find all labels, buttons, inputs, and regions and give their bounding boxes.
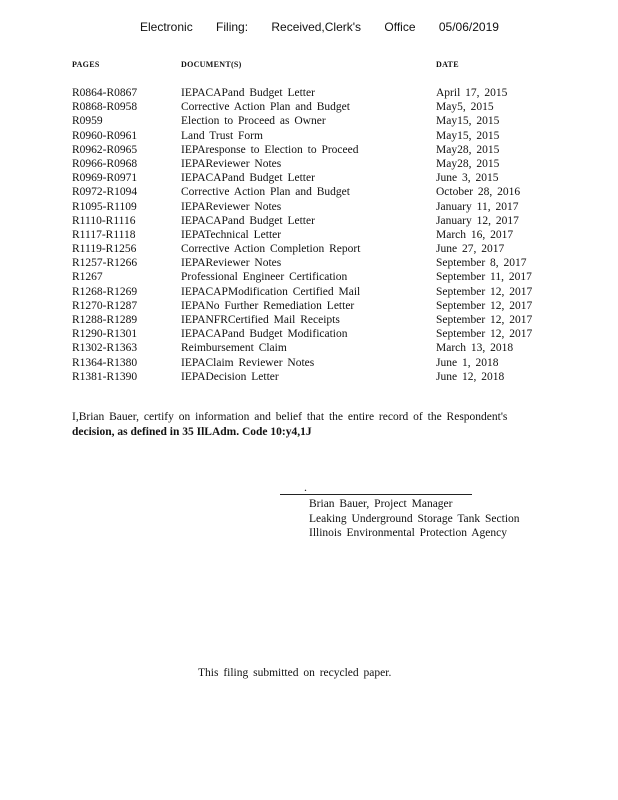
- row-document: IEPAClaim Reviewer Notes: [181, 356, 315, 369]
- table-row: [0, 228, 618, 242]
- signer-section: Leaking Underground Storage Tank Section: [309, 512, 520, 525]
- table-row: [0, 129, 618, 143]
- row-pages: R0969-R0971: [72, 172, 138, 185]
- filing-office: Office: [384, 20, 416, 34]
- row-date: May15, 2015: [436, 129, 500, 142]
- row-date: March 16, 2017: [436, 228, 514, 241]
- row-pages: R1117-R1118: [72, 228, 136, 241]
- row-date: September 12, 2017: [436, 285, 533, 298]
- table-row: [0, 256, 618, 270]
- signer-block: [309, 497, 520, 541]
- row-pages: R1288-R1289: [72, 314, 138, 326]
- table-row: [0, 285, 618, 299]
- filing-word-1: Electronic: [140, 20, 193, 34]
- row-date: April 17, 2015: [436, 87, 508, 99]
- row-pages: R0868-R0958: [72, 101, 138, 114]
- table-row: [0, 242, 618, 256]
- row-date: May28, 2015: [436, 143, 500, 156]
- row-date: September 8, 2017: [436, 257, 527, 270]
- row-document: IEPACAPand Budget Letter: [181, 214, 315, 227]
- row-date: June 1, 2018: [436, 356, 499, 369]
- row-document: Corrective Action Plan and Budget: [181, 101, 350, 114]
- table-row: [0, 270, 618, 284]
- table-row: [0, 370, 618, 384]
- signer-name-title: Brian Bauer, Project Manager: [309, 498, 453, 510]
- row-date: June 12, 2018: [436, 370, 505, 383]
- row-pages: R1268-R1269: [72, 285, 138, 298]
- table-row: [0, 356, 618, 370]
- row-document: Reimbursement Claim: [181, 342, 287, 355]
- table-row: [0, 299, 618, 313]
- filing-status: Received,Clerk's: [271, 20, 362, 34]
- row-pages: R1110-R1116: [72, 214, 136, 227]
- row-document: Corrective Action Completion Report: [181, 243, 361, 256]
- row-pages: R1290-R1301: [72, 328, 138, 341]
- row-document: IEPANo Further Remediation Letter: [181, 299, 355, 312]
- row-pages: R1364-R1380: [72, 356, 138, 369]
- row-document: IEPAresponse to Election to Proceed: [181, 143, 359, 156]
- recycled-paper-note: This filing submitted on recycled paper.: [198, 667, 392, 679]
- row-date: January 12, 2017: [436, 214, 519, 227]
- row-pages: R0962-R0965: [72, 143, 138, 156]
- certification-line-2: decision, as defined in 35 IlLAdm. Code 10:y4,1J: [72, 426, 312, 438]
- row-document: Professional Engineer Certification: [181, 271, 348, 284]
- electronic-filing-stamp: [140, 20, 513, 34]
- row-date: January 11, 2017: [436, 200, 519, 213]
- row-pages: R1267: [72, 271, 103, 284]
- row-pages: R1257-R1266: [72, 257, 138, 270]
- row-document: IEPAReviewer Notes: [181, 157, 282, 170]
- certification-line-1: I,Brian Bauer, certify on information and belief that the entire record of the Respondent's: [72, 411, 508, 423]
- row-date: September 11, 2017: [436, 271, 532, 284]
- certification-statement: [72, 410, 552, 440]
- row-pages: R1119-R1256: [72, 243, 137, 256]
- column-header-date: DATE: [436, 60, 459, 69]
- row-document: Election to Proceed as Owner: [181, 115, 326, 128]
- column-header-documents: DOCUMENT(S): [181, 60, 242, 69]
- row-pages: R1302-R1363: [72, 342, 138, 355]
- row-document: IEPACAPModification Certified Mail: [181, 285, 361, 298]
- row-pages: R0864-R0867: [72, 87, 138, 99]
- table-row: [0, 114, 618, 128]
- table-row: [0, 157, 618, 171]
- table-row: [0, 86, 618, 100]
- row-date: October 28, 2016: [436, 186, 521, 199]
- signature-line: [280, 494, 472, 495]
- row-date: September 12, 2017: [436, 299, 533, 312]
- row-date: May15, 2015: [436, 115, 500, 128]
- row-document: Land Trust Form: [181, 129, 263, 142]
- row-date: September 12, 2017: [436, 328, 533, 341]
- row-document: IEPAReviewer Notes: [181, 257, 282, 270]
- filing-word-2: Filing:: [216, 20, 249, 34]
- row-document: IEPACAPand Budget Letter: [181, 87, 315, 99]
- table-row: [0, 214, 618, 228]
- row-pages: R0960-R0961: [72, 129, 138, 142]
- row-document: IEPANFRCertified Mail Receipts: [181, 314, 340, 326]
- table-row: [0, 200, 618, 214]
- row-pages: R0959: [72, 115, 103, 128]
- row-document: IEPACAPand Budget Letter: [181, 172, 315, 185]
- row-date: June 27, 2017: [436, 243, 505, 256]
- row-pages: R1095-R1109: [72, 200, 137, 213]
- row-pages: R0972-R1094: [72, 186, 138, 199]
- row-date: March 13, 2018: [436, 342, 514, 355]
- signature-mark: .: [304, 480, 307, 494]
- table-row: [0, 143, 618, 157]
- column-header-pages: PAGES: [72, 60, 100, 69]
- table-row: [0, 341, 618, 355]
- row-date: June 3, 2015: [436, 172, 499, 185]
- table-row: [0, 171, 618, 185]
- row-date: May28, 2015: [436, 157, 500, 170]
- row-document: IEPACAPand Budget Modification: [181, 328, 348, 341]
- row-document: IEPATechnical Letter: [181, 228, 282, 241]
- row-date: September 12, 2017: [436, 314, 533, 326]
- row-date: May5, 2015: [436, 101, 494, 114]
- table-row: [0, 100, 618, 114]
- row-pages: R1270-R1287: [72, 299, 138, 312]
- table-row: [0, 185, 618, 199]
- table-row: [0, 313, 618, 327]
- record-index-table: [0, 86, 618, 384]
- filing-date: 05/06/2019: [438, 20, 499, 34]
- row-document: IEPADecision Letter: [181, 370, 279, 383]
- row-document: Corrective Action Plan and Budget: [181, 186, 350, 199]
- row-document: IEPAReviewer Notes: [181, 200, 282, 213]
- row-pages: R0966-R0968: [72, 157, 138, 170]
- signer-agency: Illinois Environmental Protection Agency: [309, 527, 507, 539]
- table-row: [0, 327, 618, 341]
- row-pages: R1381-R1390: [72, 370, 138, 383]
